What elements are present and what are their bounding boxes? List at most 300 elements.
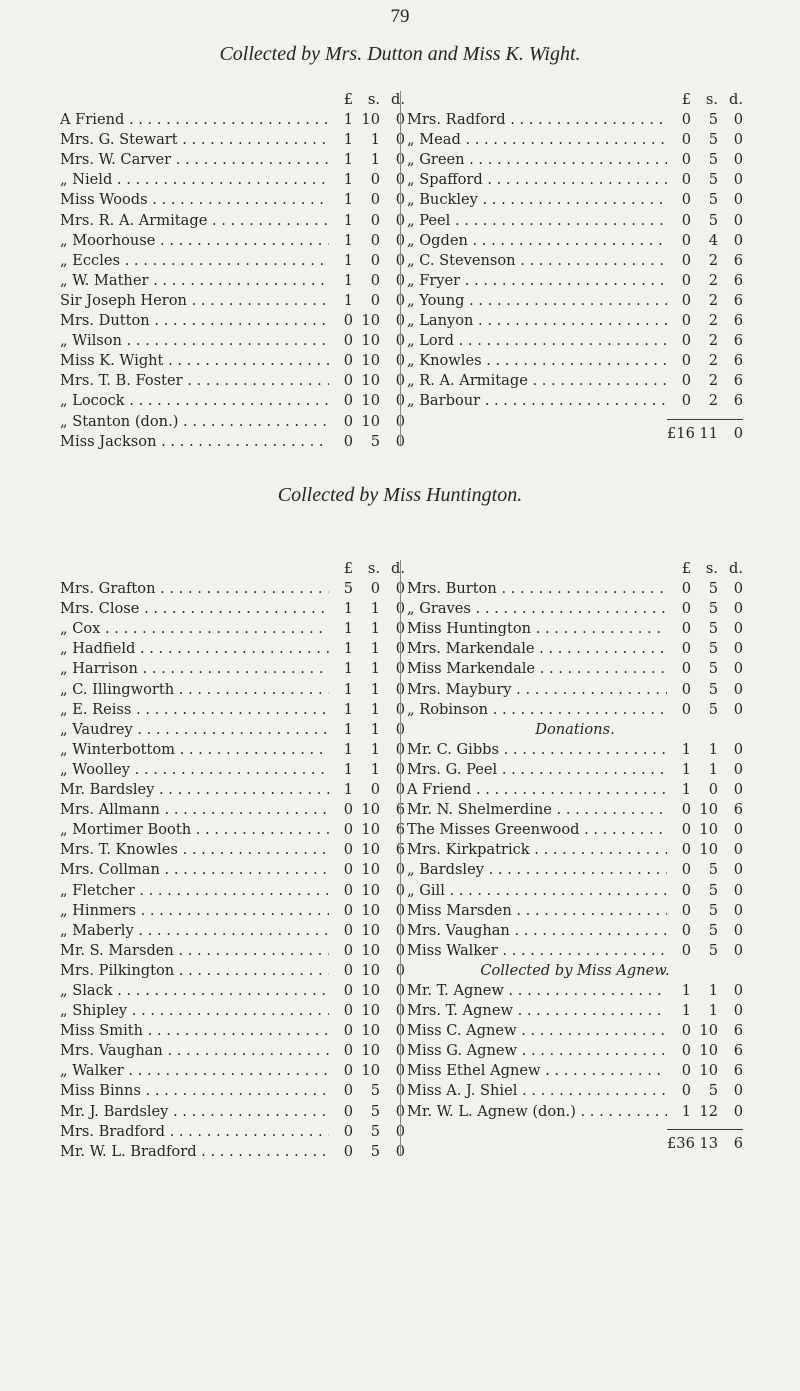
pounds-cell: 1 <box>343 271 353 289</box>
subscriber-name: A Friend . . . <box>407 781 667 798</box>
amount <box>667 111 743 128</box>
pounds-cell: £ <box>681 560 691 577</box>
shillings-cell: 10 <box>361 111 380 129</box>
shillings-cell: 1 <box>370 660 380 678</box>
amount <box>329 821 405 838</box>
shillings-cell: 5 <box>370 1102 380 1120</box>
pence-cell: 0 <box>395 901 405 919</box>
shillings-cell: 10 <box>361 901 380 919</box>
pounds-cell: 0 <box>681 111 691 129</box>
subscriber-row <box>60 902 405 922</box>
pence-cell: 0 <box>733 1002 743 1020</box>
subscriber-row <box>60 640 405 660</box>
pounds-cell: 0 <box>343 841 353 859</box>
shillings-cell: 10 <box>361 1002 380 1020</box>
amount <box>667 91 743 108</box>
amount <box>667 191 743 208</box>
subscriber-name: „ Harrison . . . <box>60 660 329 677</box>
subscriber-row <box>407 781 743 801</box>
amount <box>329 1022 405 1039</box>
subscriber-name: Miss Ethel Agnew . . . <box>407 1062 667 1079</box>
subscriber-row <box>60 272 405 292</box>
pence-cell: 0 <box>395 740 405 758</box>
subscriber-name: The Misses Greenwood . . . <box>407 821 667 838</box>
amount <box>329 1123 405 1140</box>
amount <box>329 392 405 409</box>
subscriber-name: „ Maberly . . . <box>60 922 329 939</box>
pence-cell: 0 <box>733 680 743 698</box>
pounds-cell: 0 <box>343 901 353 919</box>
subscriber-row <box>60 312 405 332</box>
pence-cell: 0 <box>733 921 743 939</box>
subscriber-name: „ Barbour . . . <box>407 392 667 409</box>
pence-cell: 0 <box>395 881 405 899</box>
amount <box>329 372 405 389</box>
pounds-cell: 1 <box>343 640 353 658</box>
amount <box>329 982 405 999</box>
pence-cell: 0 <box>395 271 405 289</box>
subscriber-name: Mr. C. Gibbs . . . <box>407 741 667 758</box>
subscriber-row <box>407 131 743 151</box>
amount <box>667 681 743 698</box>
amount <box>329 131 405 148</box>
shillings-cell: 5 <box>370 432 380 450</box>
subscriber-row <box>407 882 743 902</box>
subscriber-row <box>407 1062 743 1082</box>
subscriber-row <box>60 292 405 312</box>
pounds-cell: 0 <box>343 312 353 330</box>
total-rule <box>407 1123 743 1135</box>
currency-header <box>407 560 743 580</box>
shillings-cell: 5 <box>708 131 718 149</box>
amount <box>329 332 405 349</box>
shillings-cell: 10 <box>361 372 380 390</box>
shillings-cell: 10 <box>361 921 380 939</box>
subscriber-name: Mrs. W. Carver . . . <box>60 151 329 168</box>
amount <box>667 781 743 798</box>
pence-cell: 0 <box>395 251 405 269</box>
pence-cell: 6 <box>395 801 405 819</box>
shillings-cell: 2 <box>708 251 718 269</box>
pounds-cell: 1 <box>343 740 353 758</box>
amount <box>329 962 405 979</box>
shillings-cell: 10 <box>361 352 380 370</box>
pence-cell: 0 <box>733 151 743 169</box>
pounds-cell: 0 <box>343 821 353 839</box>
pounds-cell: 0 <box>343 372 353 390</box>
subscriber-row <box>60 882 405 902</box>
subscriber-row <box>407 821 743 841</box>
subscriber-name: „ Graves . . . <box>407 600 667 617</box>
subscriber-row <box>407 151 743 171</box>
amount <box>329 1143 405 1160</box>
pounds-cell: 0 <box>343 961 353 979</box>
subscriber-row <box>60 942 405 962</box>
amount <box>667 761 743 778</box>
amount <box>329 433 405 450</box>
pence-cell: 6 <box>733 1062 743 1080</box>
amount <box>667 942 743 959</box>
pence-cell: 0 <box>733 580 743 598</box>
pence-cell: 0 <box>733 781 743 799</box>
shillings-cell: 1 <box>708 740 718 758</box>
page-number: 79 <box>390 6 410 27</box>
shillings-cell: 5 <box>370 1122 380 1140</box>
pence-cell: 0 <box>395 171 405 189</box>
amount <box>667 1042 743 1059</box>
amount <box>667 741 743 758</box>
shillings-cell: 5 <box>708 151 718 169</box>
subscriber-row <box>60 332 405 352</box>
amount <box>667 1062 743 1079</box>
amount <box>667 332 743 349</box>
pounds-cell: 0 <box>681 271 691 289</box>
subscriber-name: Miss Binns . . . <box>60 1082 329 1099</box>
subscriber-row <box>407 1082 743 1102</box>
pounds-cell: 0 <box>681 620 691 638</box>
subscriber-row <box>60 861 405 881</box>
shillings-cell: 1 <box>370 680 380 698</box>
subscriber-row <box>60 392 405 412</box>
shillings-cell: 5 <box>708 700 718 718</box>
pence-cell: 0 <box>733 700 743 718</box>
subscriber-name: Mrs. T. Agnew . . . <box>407 1002 667 1019</box>
pence-cell: 0 <box>395 332 405 350</box>
shillings-cell: 10 <box>361 412 380 430</box>
shillings-cell: 0 <box>370 580 380 598</box>
subscriber-row <box>60 1042 405 1062</box>
pence-cell: 0 <box>733 740 743 758</box>
shillings-cell: 2 <box>708 372 718 390</box>
subscriber-name: Mr. N. Shelmerdine . . . <box>407 801 667 818</box>
pence-cell: 0 <box>733 171 743 189</box>
subscriber-row <box>60 1002 405 1022</box>
pence-cell: 0 <box>395 1082 405 1100</box>
pounds-cell: 0 <box>343 861 353 879</box>
subscriber-row <box>60 1062 405 1082</box>
subscriber-name: Mrs. T. B. Foster . . . <box>60 372 329 389</box>
pounds-cell: 1 <box>681 781 691 799</box>
pounds-cell: 0 <box>343 432 353 450</box>
amount <box>329 1062 405 1079</box>
subscriber-name: Mrs. Maybury . . . <box>407 681 667 698</box>
pounds-cell: £ <box>343 91 353 108</box>
pence-cell: 0 <box>395 432 405 450</box>
subscriber-row <box>60 781 405 801</box>
shillings-cell: 0 <box>370 231 380 249</box>
pence-cell: 6 <box>733 271 743 289</box>
subscriber-name: Mrs. Grafton . . . <box>60 580 329 597</box>
pence-cell: 0 <box>395 981 405 999</box>
subheading-row <box>407 962 743 982</box>
amount <box>329 660 405 677</box>
amount <box>667 902 743 919</box>
amount <box>667 1135 743 1152</box>
pounds-cell: 0 <box>681 392 691 410</box>
amount <box>329 640 405 657</box>
subscriber-row <box>407 660 743 680</box>
shillings-cell: 1 <box>370 151 380 169</box>
amount <box>329 151 405 168</box>
pounds-cell: 0 <box>343 412 353 430</box>
pence-cell: 6 <box>733 291 743 309</box>
shillings-cell: 2 <box>708 352 718 370</box>
amount <box>667 882 743 899</box>
shillings-cell: 4 <box>708 231 718 249</box>
pence-cell: 0 <box>395 1022 405 1040</box>
subscriber-name: „ Hadfield . . . <box>60 640 329 657</box>
pounds-cell: 0 <box>343 352 353 370</box>
pounds-cell: 0 <box>681 1042 691 1060</box>
shillings-cell: 5 <box>370 1082 380 1100</box>
subscriber-name: „ Robinson . . . <box>407 701 667 718</box>
subscriber-name: Mrs. Burton . . . <box>407 580 667 597</box>
pence-cell: 0 <box>733 981 743 999</box>
amount <box>667 701 743 718</box>
subscriber-name: „ Woolley . . . <box>60 761 329 778</box>
pounds-cell: £16 <box>667 424 695 442</box>
subscriber-row <box>60 1143 405 1163</box>
pounds-cell: 0 <box>681 1062 691 1080</box>
subscriber-name: „ Fryer . . . <box>407 272 667 289</box>
shillings-cell: 2 <box>708 271 718 289</box>
subscriber-name: Miss Huntington . . . <box>407 620 667 637</box>
pounds-cell: 0 <box>681 901 691 919</box>
amount <box>667 171 743 188</box>
subscriber-row <box>60 801 405 821</box>
shillings-cell: 1 <box>370 600 380 618</box>
shillings-cell: 5 <box>708 680 718 698</box>
shillings-cell: 5 <box>708 901 718 919</box>
pence-cell: 0 <box>395 1002 405 1020</box>
shillings-cell: 10 <box>361 392 380 410</box>
subscriber-row <box>60 1103 405 1123</box>
total-row <box>407 425 743 445</box>
shillings-cell: 10 <box>361 861 380 879</box>
pence-cell: 0 <box>733 211 743 229</box>
section-title-dutton-wight: Collected by Mrs. Dutton and Miss K. Wight. <box>219 43 581 65</box>
pounds-cell: 1 <box>681 740 691 758</box>
shillings-cell: 5 <box>708 171 718 189</box>
subscriber-row <box>60 821 405 841</box>
subscriber-name: Mr. S. Marsden . . . <box>60 942 329 959</box>
pence-cell: 0 <box>733 424 743 442</box>
subscriber-name: Miss C. Agnew . . . <box>407 1022 667 1039</box>
pounds-cell: £36 <box>667 1134 695 1152</box>
pence-cell: 0 <box>733 111 743 129</box>
subscriber-name: Mrs. Pilkington . . . <box>60 962 329 979</box>
subscriber-row <box>407 212 743 232</box>
shillings-cell: 10 <box>361 1042 380 1060</box>
amount <box>329 841 405 858</box>
pounds-cell: £ <box>681 91 691 108</box>
subscriber-row <box>407 1103 743 1123</box>
subscriber-name: „ Eccles . . . <box>60 252 329 269</box>
pence-cell: 0 <box>395 312 405 330</box>
subscriber-name: Mrs. Close . . . <box>60 600 329 617</box>
subscriber-row <box>407 600 743 620</box>
subscriber-name: Miss Markendale . . . <box>407 660 667 677</box>
shillings-cell: s. <box>367 91 380 108</box>
subscriber-row <box>407 111 743 131</box>
pence-cell: 0 <box>395 352 405 370</box>
subscriber-row <box>60 1082 405 1102</box>
subscriber-row <box>407 841 743 861</box>
subscriber-name: „ Stanton (don.) . . . <box>60 413 329 430</box>
shillings-cell: 1 <box>370 131 380 149</box>
pounds-cell: 1 <box>343 781 353 799</box>
amount <box>667 252 743 269</box>
shillings-cell: 5 <box>708 640 718 658</box>
pounds-cell: 0 <box>681 660 691 678</box>
subscriber-row <box>60 962 405 982</box>
subscriber-name: „ Shipley . . . <box>60 1002 329 1019</box>
subscriber-name: „ Knowles . . . <box>407 352 667 369</box>
subscriber-name: A Friend . . . <box>60 111 329 128</box>
amount <box>667 861 743 878</box>
subscriber-name: „ Buckley . . . <box>407 191 667 208</box>
amount <box>329 252 405 269</box>
shillings-cell: 2 <box>708 291 718 309</box>
shillings-cell: 0 <box>370 191 380 209</box>
amount <box>667 640 743 657</box>
subscriber-row <box>407 312 743 332</box>
subscriber-row <box>60 433 405 453</box>
amount <box>329 413 405 430</box>
subscriber-row <box>407 1002 743 1022</box>
shillings-cell: 10 <box>361 1062 380 1080</box>
amount <box>329 1103 405 1120</box>
pounds-cell: 0 <box>343 1122 353 1140</box>
pence-cell: 6 <box>733 251 743 269</box>
pence-cell: d. <box>391 91 405 108</box>
pounds-cell: 1 <box>681 760 691 778</box>
pounds-cell: 0 <box>343 392 353 410</box>
subscriber-row <box>60 982 405 1002</box>
pence-cell: 0 <box>395 861 405 879</box>
pence-cell: 0 <box>395 760 405 778</box>
pounds-cell: 5 <box>343 580 353 598</box>
pounds-cell: 0 <box>681 700 691 718</box>
pounds-cell: 0 <box>681 921 691 939</box>
pounds-cell: 0 <box>681 1082 691 1100</box>
pence-cell: 0 <box>395 231 405 249</box>
subscriber-name: „ Lanyon . . . <box>407 312 667 329</box>
amount <box>329 91 405 108</box>
subscriber-row <box>407 982 743 1002</box>
subscriber-row <box>60 1022 405 1042</box>
pence-cell: 0 <box>395 961 405 979</box>
shillings-cell: 10 <box>361 941 380 959</box>
shillings-cell: 0 <box>370 251 380 269</box>
pence-cell: 0 <box>733 861 743 879</box>
amount <box>329 681 405 698</box>
subscription-list-right <box>400 91 743 445</box>
subscriber-row <box>407 1022 743 1042</box>
pounds-cell: 1 <box>343 231 353 249</box>
shillings-cell: 1 <box>370 740 380 758</box>
amount <box>329 171 405 188</box>
subscriber-name: „ Slack . . . <box>60 982 329 999</box>
pence-cell: 0 <box>395 1062 405 1080</box>
shillings-cell: 5 <box>708 211 718 229</box>
subscriber-name: Mr. T. Agnew . . . <box>407 982 667 999</box>
pounds-cell: 0 <box>681 231 691 249</box>
amount <box>329 922 405 939</box>
amount <box>329 352 405 369</box>
shillings-cell: 10 <box>361 801 380 819</box>
subscriber-name: „ Fletcher . . . <box>60 882 329 899</box>
shillings-cell: 12 <box>699 1102 718 1120</box>
subscriber-name: „ Winterbottom . . . <box>60 741 329 758</box>
pence-cell: 0 <box>733 941 743 959</box>
subscriber-row <box>407 701 743 721</box>
pounds-cell: 1 <box>343 700 353 718</box>
shillings-cell: 0 <box>370 211 380 229</box>
subscriber-row <box>60 212 405 232</box>
shillings-cell: 5 <box>708 921 718 939</box>
subscriber-name: Mrs. Allmann . . . <box>60 801 329 818</box>
subscriber-row <box>60 191 405 211</box>
pounds-cell: 0 <box>681 211 691 229</box>
shillings-cell: 5 <box>708 600 718 618</box>
amount <box>329 701 405 718</box>
amount <box>667 131 743 148</box>
subscriber-row <box>407 332 743 352</box>
pence-cell: 0 <box>395 211 405 229</box>
pence-cell: 0 <box>733 1102 743 1120</box>
amount <box>667 151 743 168</box>
pounds-cell: 0 <box>681 861 691 879</box>
subscriber-row <box>60 111 405 131</box>
subscriber-name: „ Wilson . . . <box>60 332 329 349</box>
subscriber-name: Mrs. Markendale . . . <box>407 640 667 657</box>
shillings-cell: 2 <box>708 392 718 410</box>
shillings-cell: 5 <box>708 861 718 879</box>
amount <box>667 352 743 369</box>
shillings-cell: 1 <box>370 640 380 658</box>
pounds-cell: 0 <box>343 921 353 939</box>
subscriber-row <box>407 861 743 881</box>
pence-cell: d. <box>729 91 743 108</box>
shillings-cell: s. <box>705 560 718 577</box>
amount <box>329 312 405 329</box>
pounds-cell: 0 <box>343 1082 353 1100</box>
amount <box>667 922 743 939</box>
pounds-cell: 0 <box>681 640 691 658</box>
subscriber-name: „ Young . . . <box>407 292 667 309</box>
subscriber-row <box>407 801 743 821</box>
pence-cell: 6 <box>733 352 743 370</box>
subscriber-row <box>60 372 405 392</box>
pence-cell: 0 <box>733 640 743 658</box>
amount <box>667 1022 743 1039</box>
shillings-cell: 10 <box>361 1022 380 1040</box>
pounds-cell: 0 <box>681 941 691 959</box>
amount <box>329 272 405 289</box>
shillings-cell: 10 <box>361 821 380 839</box>
pounds-cell: 0 <box>343 1062 353 1080</box>
pounds-cell: 1 <box>343 720 353 738</box>
shillings-cell: 5 <box>708 191 718 209</box>
subscriber-name: „ Lord . . . <box>407 332 667 349</box>
subheading: Donations. <box>535 720 615 738</box>
subscriber-name: Mr. J. Bardsley . . . <box>60 1103 329 1120</box>
amount <box>667 841 743 858</box>
pence-cell: 0 <box>395 580 405 598</box>
subscriber-row <box>407 232 743 252</box>
pence-cell: 0 <box>395 1142 405 1160</box>
